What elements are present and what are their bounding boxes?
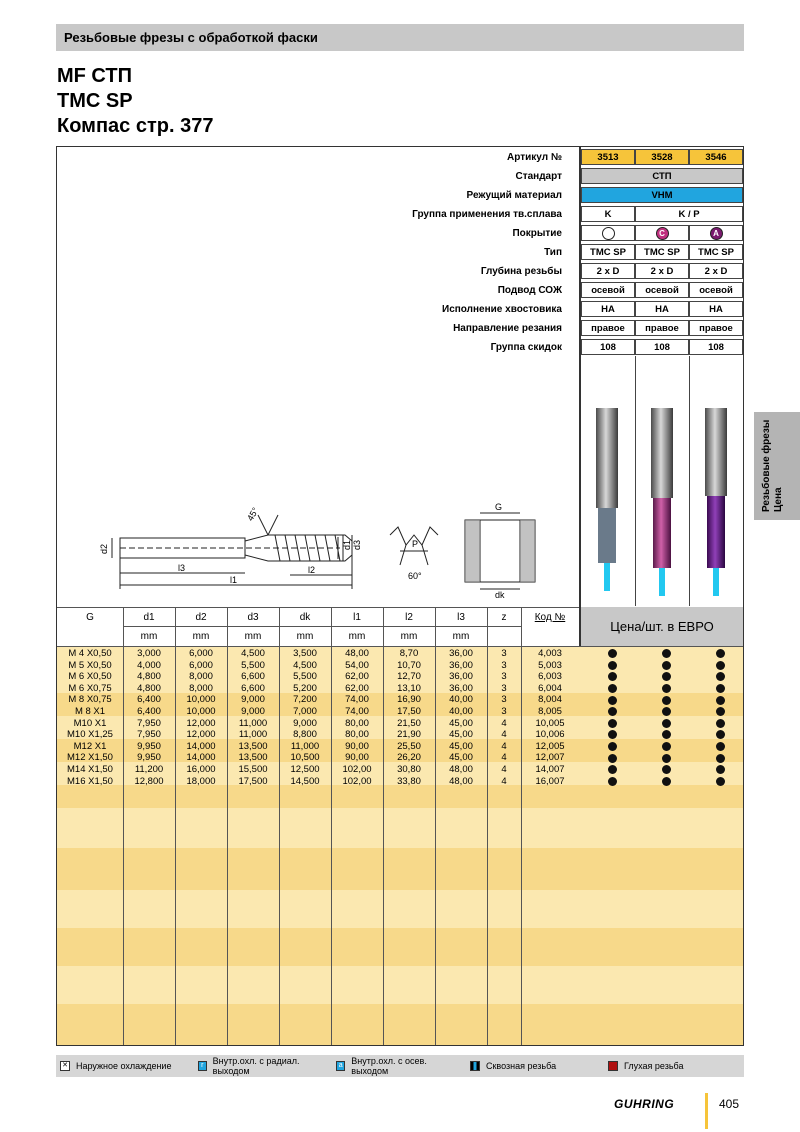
table-cell: 17,500 (238, 775, 268, 787)
availability-dot-icon[interactable] (662, 661, 671, 670)
availability-dot-icon[interactable] (608, 696, 617, 705)
dim-60: 60° (408, 571, 422, 581)
availability-dot-icon[interactable] (662, 754, 671, 763)
table-cell: 4,003 (538, 648, 562, 659)
table-cell: 3 (501, 694, 507, 706)
table-cell: 4 (501, 717, 507, 729)
th-l1: l1 (353, 612, 361, 623)
table-cell: 14,007 (535, 764, 565, 775)
table-cell: 45,00 (449, 752, 473, 764)
table-cell: 45,00 (449, 740, 473, 752)
table-row[interactable] (57, 671, 743, 683)
table-cell: 30,80 (397, 764, 421, 775)
spec-label-discount: Группа скидок (490, 342, 562, 353)
group-value-bc: K / P (635, 206, 743, 222)
table-cell: 10,500 (290, 752, 320, 764)
availability-dot-icon[interactable] (608, 672, 617, 681)
table-cell: 10,70 (397, 659, 421, 671)
table-cell: 3 (501, 648, 507, 659)
availability-dot-icon[interactable] (662, 672, 671, 681)
table-cell: 9,950 (137, 740, 161, 752)
table-cell: 10,005 (535, 717, 565, 729)
table-cell: 102,00 (342, 764, 372, 775)
availability-dot-icon[interactable] (662, 777, 671, 786)
table-row[interactable] (57, 776, 743, 788)
table-cell: 80,00 (345, 717, 369, 729)
coolant-value: осевой (581, 282, 635, 298)
availability-dot-icon[interactable] (716, 730, 725, 739)
table-cell: M 8 X0,75 (68, 694, 112, 706)
coating-a-icon: A (710, 227, 723, 240)
availability-dot-icon[interactable] (716, 672, 725, 681)
title-line-1: MF СТП (57, 65, 132, 87)
tool-images (581, 356, 743, 606)
table-cell: 11,000 (290, 740, 320, 752)
table-cell: 8,800 (293, 729, 317, 741)
depth-value: 2 x D (689, 263, 743, 279)
table-cell: 5,003 (538, 659, 562, 671)
availability-dot-icon[interactable] (608, 765, 617, 774)
coating-none-icon (602, 227, 615, 240)
table-cell: 4 (501, 775, 507, 787)
table-cell: M 6 X0,75 (68, 682, 112, 694)
axial-cooling-icon: a (336, 1061, 345, 1071)
table-cell: 36,00 (449, 682, 473, 694)
table-cell: 102,00 (342, 775, 372, 787)
table-row[interactable] (57, 683, 743, 695)
availability-dot-icon[interactable] (662, 719, 671, 728)
technical-drawing (90, 495, 550, 600)
table-cell: 9,950 (137, 752, 161, 764)
table-cell: 54,00 (345, 659, 369, 671)
direction-value: правое (581, 320, 635, 336)
table-cell: 5,200 (293, 682, 317, 694)
title-line-2: TMC SP (57, 90, 133, 112)
table-cell: 45,00 (449, 729, 473, 741)
table-cell: 33,80 (397, 775, 421, 787)
spec-label-direction: Направление резания (453, 323, 562, 334)
table-cell: 10,006 (535, 729, 565, 741)
table-cell: 40,00 (449, 694, 473, 706)
footer-accent-bar (705, 1093, 708, 1129)
table-cell: 14,000 (186, 752, 216, 764)
table-cell: 6,400 (137, 694, 161, 706)
table-cell: 3,000 (137, 648, 161, 659)
table-row[interactable] (57, 718, 743, 730)
dim-d1: d1 (342, 539, 352, 550)
dim-d3: d3 (352, 539, 362, 550)
legend-radial-cooling: r Внутр.охл. с радиал. выходом (198, 1055, 318, 1077)
dim-p: P (412, 539, 419, 549)
discount-value: 108 (689, 339, 743, 355)
type-value: TMC SP (635, 244, 689, 260)
dim-l3: l3 (178, 563, 186, 573)
table-cell: 13,500 (238, 752, 268, 764)
table-cell: 12,005 (535, 740, 565, 752)
table-cell: 4 (501, 740, 507, 752)
direction-value: правое (635, 320, 689, 336)
through-thread-icon (470, 1061, 480, 1071)
spec-label-article: Артикул № (507, 152, 562, 163)
table-cell: M16 X1,50 (67, 775, 113, 787)
group-value-a: K (581, 206, 635, 222)
table-cell: 90,00 (345, 752, 369, 764)
shank-value: HA (635, 301, 689, 317)
external-cooling-icon: ✕ (60, 1061, 70, 1071)
brand-logo: GUHRING (614, 1097, 675, 1111)
table-row[interactable] (57, 648, 743, 660)
legend-external-cooling: ✕ Наружное охлаждение (60, 1055, 171, 1077)
table-cell: 11,000 (238, 729, 268, 741)
table-cell: 4,800 (137, 682, 161, 694)
table-cell: 48,00 (449, 775, 473, 787)
table-cell: M 8 X1 (74, 706, 106, 717)
availability-dot-icon[interactable] (608, 684, 617, 693)
legend (56, 1055, 744, 1077)
coating-c-icon: C (656, 227, 669, 240)
unit-d3: mm (244, 631, 262, 642)
table-cell: 40,00 (449, 706, 473, 717)
dim-d2: d2 (99, 543, 109, 554)
availability-dot-icon[interactable] (716, 707, 725, 716)
table-cell: 3,500 (293, 648, 317, 659)
table-cell: 16,007 (535, 775, 565, 787)
availability-dot-icon[interactable] (608, 719, 617, 728)
page-number: 405 (719, 1097, 740, 1111)
unit-l1: mm (348, 631, 366, 642)
legend-axial-cooling: a Внутр.охл. с осев. выходом (336, 1055, 456, 1077)
th-l3: l3 (457, 612, 465, 623)
table-cell: 6,400 (137, 706, 161, 717)
blind-thread-icon (608, 1061, 618, 1071)
spec-label-group: Группа применения тв.сплава (412, 209, 562, 220)
table-cell: 36,00 (449, 671, 473, 683)
table-cell: 3 (501, 659, 507, 671)
th-dk: dk (299, 612, 311, 623)
legend-blind-thread: Глухая резьба (608, 1055, 683, 1077)
table-cell: 9,000 (293, 717, 317, 729)
table-cell: 11,200 (134, 764, 164, 775)
table-cell: 8,000 (189, 671, 213, 683)
table-cell: M10 X1,25 (67, 729, 113, 741)
discount-value: 108 (581, 339, 635, 355)
table-cell: 12,000 (186, 729, 216, 741)
shank-value: HA (689, 301, 743, 317)
table-cell: 7,200 (293, 694, 317, 706)
th-d1: d1 (143, 612, 155, 623)
side-tab[interactable] (754, 412, 800, 520)
type-value: TMC SP (581, 244, 635, 260)
spec-label-depth: Глубина резьбы (480, 266, 562, 277)
availability-dot-icon[interactable] (716, 649, 725, 658)
table-cell: 4 (501, 764, 507, 775)
discount-value: 108 (635, 339, 689, 355)
table-cell: 12,800 (134, 775, 164, 787)
coating-cell-b (635, 225, 689, 241)
price-header: Цена/шт. в ЕВРО (581, 607, 743, 646)
table-cell: 62,00 (345, 671, 369, 683)
table-cell: 48,00 (345, 648, 369, 659)
table-cell: 3 (501, 671, 507, 683)
table-cell: 4,000 (137, 659, 161, 671)
availability-dot-icon[interactable] (662, 649, 671, 658)
table-cell: 62,00 (345, 682, 369, 694)
availability-dot-icon[interactable] (716, 765, 725, 774)
table-cell: 21,50 (397, 717, 421, 729)
page-title (57, 64, 213, 139)
table-cell: 6,004 (538, 682, 562, 694)
table-cell: 3 (501, 706, 507, 717)
shank-value: HA (581, 301, 635, 317)
table-cell: 14,500 (290, 775, 320, 787)
title-line-3: Компас стр. 377 (57, 115, 214, 137)
table-cell: 4 (501, 729, 507, 741)
unit-dk: mm (296, 631, 314, 642)
availability-dot-icon[interactable] (716, 754, 725, 763)
th-g: G (86, 612, 94, 623)
coating-cell-c (689, 225, 743, 241)
table-body (57, 646, 743, 1045)
table-cell: 45,00 (449, 717, 473, 729)
spec-label-type: Тип (544, 247, 562, 258)
table-cell: 4 (501, 752, 507, 764)
availability-dot-icon[interactable] (662, 742, 671, 751)
tool-image-3528 (651, 408, 673, 596)
availability-dot-icon[interactable] (716, 742, 725, 751)
th-z: z (501, 612, 507, 623)
availability-dot-icon[interactable] (662, 696, 671, 705)
table-cell: 11,000 (238, 717, 268, 729)
table-cell: 36,00 (449, 648, 473, 659)
availability-dot-icon[interactable] (608, 649, 617, 658)
table-cell: M 4 X0,50 (68, 648, 112, 659)
table-cell: 5,500 (241, 659, 265, 671)
coolant-value: осевой (689, 282, 743, 298)
unit-l3: mm (452, 631, 470, 642)
table-cell: 13,10 (397, 682, 421, 694)
article-3513[interactable]: 3513 (581, 149, 635, 165)
table-cell: 7,950 (137, 717, 161, 729)
th-d3: d3 (247, 612, 259, 623)
table-cell: 8,70 (399, 648, 419, 659)
tool-image-3546 (705, 408, 727, 596)
dim-dk: dk (495, 590, 505, 600)
coating-cell-a (581, 225, 635, 241)
table-cell: 12,500 (290, 764, 320, 775)
th-code: Код № (534, 612, 566, 623)
table-cell: 7,950 (137, 729, 161, 741)
availability-dot-icon[interactable] (662, 684, 671, 693)
article-3546[interactable]: 3546 (689, 149, 743, 165)
availability-dot-icon[interactable] (662, 765, 671, 774)
table-cell: 21,90 (397, 729, 421, 741)
availability-dot-icon[interactable] (608, 661, 617, 670)
unit-d1: mm (140, 631, 158, 642)
table-cell: 16,90 (397, 694, 421, 706)
spec-label-coolant: Подвод СОЖ (497, 285, 562, 296)
table-cell: 25,50 (397, 740, 421, 752)
table-cell: 6,000 (189, 648, 213, 659)
table-cell: 6,000 (189, 659, 213, 671)
table-cell: 13,500 (238, 740, 268, 752)
table-row[interactable] (57, 729, 743, 741)
table-cell: 6,600 (241, 671, 265, 683)
table-cell: M12 X1 (73, 740, 107, 752)
table-cell: M12 X1,50 (67, 752, 113, 764)
table-cell: 8,000 (189, 682, 213, 694)
spec-label-shank: Исполнение хвостовика (442, 304, 562, 315)
category-header: Резьбовые фрезы с обработкой фаски (56, 24, 744, 51)
availability-dot-icon[interactable] (716, 684, 725, 693)
article-3528[interactable]: 3528 (635, 149, 689, 165)
availability-dot-icon[interactable] (662, 707, 671, 716)
table-cell: 26,20 (397, 752, 421, 764)
availability-dot-icon[interactable] (608, 742, 617, 751)
material-value: VHM (581, 187, 743, 203)
table-cell: M10 X1 (73, 717, 107, 729)
depth-value: 2 x D (581, 263, 635, 279)
table-cell: M14 X1,50 (67, 764, 113, 775)
table-cell: 12,007 (535, 752, 565, 764)
table-cell: 6,600 (241, 682, 265, 694)
availability-dot-icon[interactable] (716, 777, 725, 786)
dim-l1: l1 (230, 575, 238, 585)
radial-cooling-icon: r (198, 1061, 207, 1071)
table-row[interactable] (57, 706, 743, 718)
table-cell: 10,000 (186, 706, 216, 717)
table-cell: 90,00 (345, 740, 369, 752)
table-cell: 8,005 (538, 706, 562, 717)
th-l2: l2 (405, 612, 413, 623)
table-cell: 9,000 (241, 694, 265, 706)
table-cell: 12,70 (397, 671, 421, 683)
table-row[interactable] (57, 660, 743, 672)
table-cell: M 5 X0,50 (68, 659, 112, 671)
table-cell: 14,000 (186, 740, 216, 752)
table-cell: 80,00 (345, 729, 369, 741)
table-row[interactable] (57, 741, 743, 753)
table-cell: 8,004 (538, 694, 562, 706)
availability-dot-icon[interactable] (716, 719, 725, 728)
availability-dot-icon[interactable] (608, 754, 617, 763)
unit-d2: mm (192, 631, 210, 642)
dim-l2: l2 (308, 565, 316, 575)
side-tab-label: Резьбовые фрезы Цена (761, 419, 784, 512)
table-cell: M 6 X0,50 (68, 671, 112, 683)
dim-g: G (495, 502, 503, 512)
table-cell: 4,500 (293, 659, 317, 671)
availability-dot-icon[interactable] (716, 661, 725, 670)
table-cell: 74,00 (345, 694, 369, 706)
table-cell: 18,000 (186, 775, 216, 787)
tool-image-3513 (596, 408, 618, 591)
table-cell: 9,000 (241, 706, 265, 717)
table-cell: 15,500 (238, 764, 268, 775)
table-cell: 6,003 (538, 671, 562, 683)
table-cell: 10,000 (186, 694, 216, 706)
table-cell: 16,000 (186, 764, 216, 775)
availability-dot-icon[interactable] (608, 730, 617, 739)
spec-label-material: Режущий материал (466, 190, 562, 201)
table-row[interactable] (57, 694, 743, 706)
table-cell: 5,500 (293, 671, 317, 683)
table-row[interactable] (57, 764, 743, 776)
legend-through-thread: Сквозная резьба (470, 1055, 556, 1077)
table-cell: 3 (501, 682, 507, 694)
table-cell: 4,500 (241, 648, 265, 659)
availability-dot-icon[interactable] (662, 730, 671, 739)
table-cell: 36,00 (449, 659, 473, 671)
depth-value: 2 x D (635, 263, 689, 279)
standard-value: СТП (581, 168, 743, 184)
unit-l2: mm (400, 631, 418, 642)
coolant-value: осевой (635, 282, 689, 298)
direction-value: правое (689, 320, 743, 336)
spec-label-coating: Покрытие (512, 228, 562, 239)
table-cell: 12,000 (186, 717, 216, 729)
th-d2: d2 (195, 612, 207, 623)
availability-dot-icon[interactable] (716, 696, 725, 705)
table-cell: 17,50 (397, 706, 421, 717)
availability-dot-icon[interactable] (608, 707, 617, 716)
dim-angle-45: 45° (245, 505, 261, 523)
type-value: TMC SP (689, 244, 743, 260)
spec-label-standard: Стандарт (515, 171, 562, 182)
table-row[interactable] (57, 752, 743, 764)
table-cell: 4,800 (137, 671, 161, 683)
table-cell: 7,000 (293, 706, 317, 717)
table-cell: 74,00 (345, 706, 369, 717)
table-cell: 48,00 (449, 764, 473, 775)
availability-dot-icon[interactable] (608, 777, 617, 786)
